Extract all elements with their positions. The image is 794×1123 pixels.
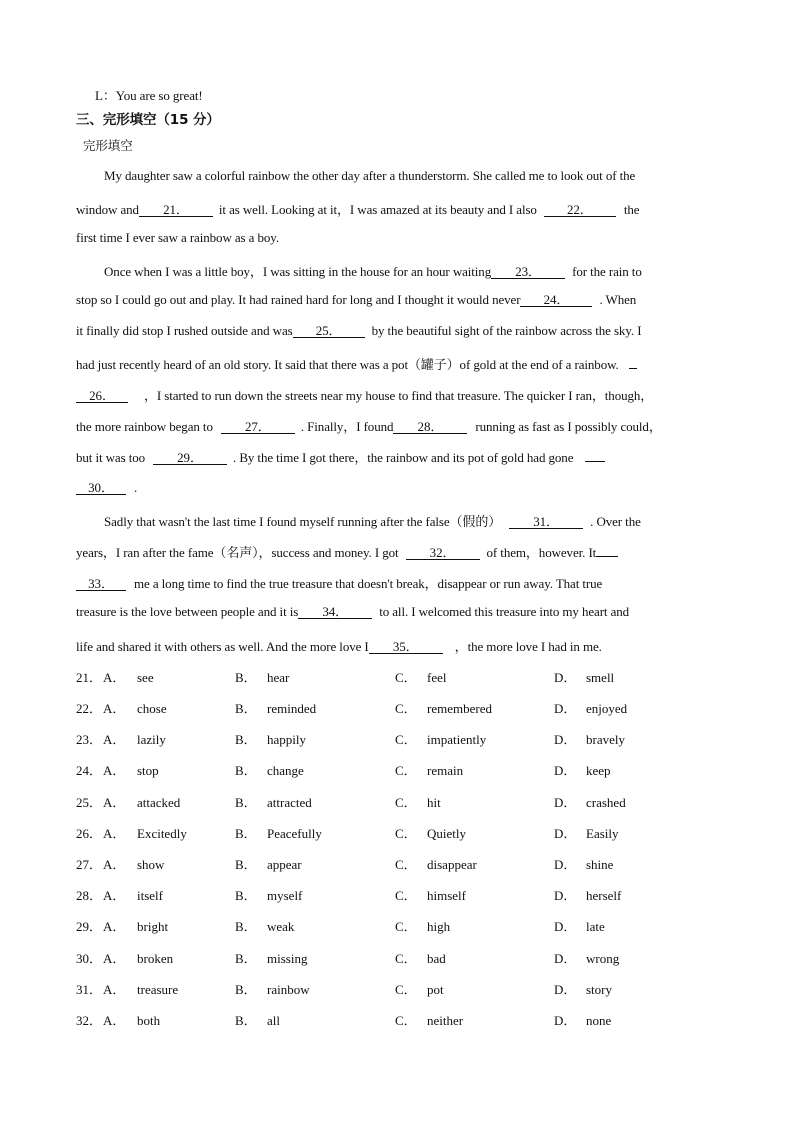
option-b[interactable]	[235, 698, 316, 717]
option-text: disappear	[427, 857, 477, 872]
option-letter: A．	[103, 732, 126, 747]
option-text: impatiently	[427, 732, 487, 747]
option-c[interactable]	[395, 760, 463, 779]
option-a[interactable]	[103, 885, 163, 904]
passage-text: years，I ran after the fame（名声），success and money. I got	[76, 545, 399, 560]
question-row	[76, 979, 736, 997]
blank-29[interactable]: 29．	[153, 451, 227, 465]
option-a[interactable]	[103, 854, 164, 873]
passage-text: ，I started to run down the streets near my house to find that treasure. The quicker I ran，though，	[144, 388, 654, 403]
option-letter: C．	[395, 857, 417, 872]
option-b[interactable]	[235, 885, 302, 904]
option-letter: A．	[103, 701, 126, 716]
option-b[interactable]	[235, 760, 304, 779]
option-c[interactable]	[395, 916, 450, 935]
option-letter: B．	[235, 888, 257, 903]
option-letter: D．	[554, 732, 577, 747]
blank-33[interactable]: 33．	[76, 577, 126, 591]
passage-text: life and shared it with others as well. And the more love I	[76, 639, 369, 654]
passage-text: . When	[599, 292, 637, 307]
passage-line	[104, 168, 635, 184]
option-text: hear	[267, 670, 290, 685]
option-letter: B．	[235, 951, 257, 966]
question-row	[76, 854, 736, 872]
option-c[interactable]	[395, 823, 466, 842]
passage-line	[76, 604, 629, 620]
blank-31[interactable]: 31．	[509, 515, 583, 529]
passage-text: by the beautiful sight of the rainbow across the sky. I	[371, 323, 642, 338]
option-letter: A．	[103, 795, 126, 810]
option-text: appear	[267, 857, 302, 872]
question-row	[76, 885, 736, 903]
blank-24[interactable]: 24．	[520, 293, 592, 307]
option-letter: C．	[395, 732, 417, 747]
option-letter: C．	[395, 951, 417, 966]
option-text: stop	[137, 763, 159, 778]
option-d[interactable]	[554, 916, 605, 935]
option-text: neither	[427, 1013, 464, 1028]
option-text: see	[137, 670, 154, 685]
option-text: shine	[586, 857, 614, 872]
option-b[interactable]	[235, 916, 294, 935]
option-c[interactable]	[395, 698, 492, 717]
option-text: weak	[267, 919, 295, 934]
option-letter: A．	[103, 888, 126, 903]
question-number: 21．	[76, 670, 103, 685]
passage-line	[104, 511, 641, 530]
option-d[interactable]	[554, 885, 621, 904]
option-text: herself	[586, 888, 622, 903]
option-c[interactable]	[395, 667, 446, 686]
blank-22[interactable]: 22．	[544, 203, 616, 217]
option-a[interactable]	[103, 823, 187, 842]
option-text: himself	[427, 888, 466, 903]
option-text: none	[586, 1013, 612, 1028]
option-letter: D．	[554, 701, 577, 716]
question-number: 30．	[76, 951, 103, 966]
option-letter: B．	[235, 732, 257, 747]
option-text: hit	[427, 795, 441, 810]
option-text: late	[586, 919, 605, 934]
passage-line	[76, 230, 279, 246]
option-letter: A．	[103, 670, 126, 685]
passage-line	[76, 292, 636, 308]
option-text: Easily	[586, 826, 619, 841]
option-letter: C．	[395, 1013, 417, 1028]
option-a[interactable]	[103, 667, 154, 686]
passage-text: first time I ever saw a rainbow as a boy.	[76, 230, 279, 245]
question-row	[76, 823, 736, 841]
blank-32[interactable]: 32．	[406, 546, 480, 560]
passage-text: the more rainbow began to	[76, 419, 213, 434]
option-text: itself	[137, 888, 163, 903]
question-number: 28．	[76, 888, 103, 903]
option-text: high	[427, 919, 451, 934]
passage-text: My daughter saw a colorful rainbow the other day after a thunderstorm. She called me to look out of the	[104, 168, 636, 183]
passage-text: of them，however. It	[486, 545, 597, 560]
option-letter: D．	[554, 670, 577, 685]
option-letter: B．	[235, 795, 257, 810]
passage-line	[76, 542, 618, 561]
question-number: 32．	[76, 1013, 103, 1028]
option-letter: C．	[395, 763, 417, 778]
option-text: keep	[586, 763, 611, 778]
option-letter: D．	[554, 919, 577, 934]
option-c[interactable]	[395, 854, 477, 873]
option-text: Excitedly	[137, 826, 187, 841]
option-b[interactable]	[235, 1010, 280, 1029]
option-text: pot	[427, 982, 444, 997]
passage-text: . By the time I got there，the rainbow and its pot of gold had gone	[233, 450, 574, 465]
option-a[interactable]	[103, 979, 178, 998]
option-letter: C．	[395, 826, 417, 841]
option-text: change	[267, 763, 304, 778]
option-text: missing	[267, 951, 308, 966]
option-text: remembered	[427, 701, 492, 716]
option-letter: B．	[235, 919, 257, 934]
option-text: bravely	[586, 732, 625, 747]
option-text: story	[586, 982, 612, 997]
option-d[interactable]	[554, 698, 627, 717]
option-c[interactable]	[395, 1010, 463, 1029]
option-a[interactable]	[103, 1010, 160, 1029]
passage-text: it as well. Looking at it，I was amazed at its beauty and I also	[218, 202, 537, 217]
passage-text: running as fast as I possibly could，	[475, 419, 662, 434]
option-letter: C．	[395, 795, 417, 810]
passage-text: for the rain to	[572, 264, 642, 279]
option-letter: A．	[103, 826, 126, 841]
blank-27[interactable]: 27．	[221, 420, 295, 434]
option-a[interactable]	[103, 698, 167, 717]
option-letter: C．	[395, 982, 417, 997]
blank-34[interactable]: 34．	[298, 605, 372, 619]
option-letter: D．	[554, 826, 577, 841]
passage-line	[76, 416, 662, 435]
option-letter: B．	[235, 857, 257, 872]
blank-28[interactable]: 28．	[393, 420, 467, 434]
option-d[interactable]	[554, 667, 614, 686]
option-letter: B．	[235, 1013, 257, 1028]
blank-30[interactable]: 30．	[76, 481, 126, 495]
passage-line	[76, 480, 137, 496]
option-letter: B．	[235, 763, 257, 778]
blank-21[interactable]: 21．	[139, 203, 213, 217]
question-number: 26．	[76, 826, 103, 841]
blank-35[interactable]: 35．	[369, 640, 443, 654]
blank-30-start	[585, 461, 605, 462]
option-letter: B．	[235, 982, 257, 997]
option-b[interactable]	[235, 979, 310, 998]
question-number: 25．	[76, 795, 103, 810]
blank-25[interactable]: 25．	[293, 324, 365, 338]
option-text: myself	[267, 888, 303, 903]
option-letter: D．	[554, 763, 577, 778]
question-number: 27．	[76, 857, 103, 872]
option-text: feel	[427, 670, 447, 685]
option-letter: D．	[554, 951, 577, 966]
option-a[interactable]	[103, 792, 180, 811]
option-text: rainbow	[267, 982, 310, 997]
option-letter: C．	[395, 670, 417, 685]
passage-text: treasure is the love between people and it is	[76, 604, 299, 619]
question-row	[76, 792, 736, 810]
option-b[interactable]	[235, 948, 307, 967]
option-text: reminded	[267, 701, 317, 716]
passage-line	[76, 385, 653, 404]
option-letter: A．	[103, 951, 126, 966]
option-c[interactable]	[395, 885, 466, 904]
passage-text: window and	[76, 202, 139, 217]
passage-text: .	[134, 480, 138, 495]
option-text: smell	[586, 670, 615, 685]
option-letter: D．	[554, 888, 577, 903]
option-d[interactable]	[554, 729, 625, 748]
question-row	[76, 667, 736, 685]
passage-text: had just recently heard of an old story. It said that there was a pot（罐子）of gold at the end of a rainbow.	[76, 357, 619, 372]
option-text: wrong	[586, 951, 620, 966]
section-title: 三、完形填空（15 分）	[76, 112, 220, 128]
section-subtitle: 完形填空	[83, 138, 133, 153]
option-text: bright	[137, 919, 169, 934]
passage-line	[76, 199, 639, 218]
option-letter: A．	[103, 1013, 126, 1028]
option-text: happily	[267, 732, 306, 747]
option-d[interactable]	[554, 1010, 611, 1029]
option-text: attacked	[137, 795, 181, 810]
question-number: 23．	[76, 732, 103, 747]
blank-33-start	[596, 556, 618, 557]
option-d[interactable]	[554, 979, 612, 998]
passage-text: . Finally，I found	[300, 419, 394, 434]
option-letter: A．	[103, 763, 126, 778]
passage-text: ，the more love I had in me.	[454, 639, 602, 654]
option-a[interactable]	[103, 916, 168, 935]
option-b[interactable]	[235, 823, 322, 842]
passage-text: Sadly that wasn't the last time I found myself running after the false（假的）	[104, 514, 502, 529]
option-text: bad	[427, 951, 446, 966]
option-letter: C．	[395, 919, 417, 934]
passage-line	[76, 323, 641, 339]
option-letter: B．	[235, 826, 257, 841]
question-number: 31．	[76, 982, 103, 997]
option-c[interactable]	[395, 729, 486, 748]
option-text: lazily	[137, 732, 166, 747]
option-text: attracted	[267, 795, 312, 810]
option-letter: A．	[103, 982, 126, 997]
option-a[interactable]	[103, 729, 166, 748]
option-text: all	[267, 1013, 280, 1028]
option-text: enjoyed	[586, 701, 628, 716]
option-letter: D．	[554, 795, 577, 810]
passage-text: to all. I welcomed this treasure into my heart and	[379, 604, 630, 619]
passage-line	[76, 447, 605, 466]
question-row	[76, 1010, 736, 1028]
blank-26[interactable]: 26．	[76, 389, 128, 403]
question-row	[76, 760, 736, 778]
passage-text: me a long time to find the true treasure that doesn't break，disappear or run away. That true	[134, 576, 603, 591]
option-d[interactable]	[554, 854, 613, 873]
option-text: Quietly	[427, 826, 466, 841]
option-letter: C．	[395, 888, 417, 903]
passage-text: the	[623, 202, 640, 217]
option-text: chose	[137, 701, 167, 716]
passage-line	[104, 261, 642, 280]
passage-text: it finally did stop I rushed outside and was	[76, 323, 293, 338]
option-letter: B．	[235, 701, 257, 716]
question-number: 24．	[76, 763, 103, 778]
option-text: treasure	[137, 982, 179, 997]
passage-text: stop so I could go out and play. It had rained hard for long and I thought it would never	[76, 292, 521, 307]
option-d[interactable]	[554, 760, 611, 779]
option-d[interactable]	[554, 823, 619, 842]
option-letter: D．	[554, 1013, 577, 1028]
option-text: both	[137, 1013, 161, 1028]
dialogue-line: L：You are so great!	[95, 88, 203, 103]
option-text: remain	[427, 763, 464, 778]
question-row	[76, 698, 736, 716]
option-c[interactable]	[395, 948, 446, 967]
option-d[interactable]	[554, 792, 626, 811]
option-b[interactable]	[235, 854, 302, 873]
passage-line	[76, 636, 602, 655]
option-b[interactable]	[235, 792, 312, 811]
passage-line	[76, 354, 637, 373]
option-letter: A．	[103, 919, 126, 934]
option-a[interactable]	[103, 948, 173, 967]
option-a[interactable]	[103, 760, 159, 779]
option-letter: D．	[554, 857, 577, 872]
passage-text: . Over the	[590, 514, 641, 529]
question-row	[76, 916, 736, 934]
option-b[interactable]	[235, 729, 306, 748]
question-row	[76, 729, 736, 747]
passage-text: but it was too	[76, 450, 146, 465]
passage-text: Once when I was a little boy，I was sitting in the house for an hour waiting	[104, 264, 492, 279]
option-text: Peacefully	[267, 826, 322, 841]
option-d[interactable]	[554, 948, 619, 967]
option-text: show	[137, 857, 165, 872]
option-b[interactable]	[235, 667, 289, 686]
option-letter: A．	[103, 857, 126, 872]
option-text: broken	[137, 951, 174, 966]
option-letter: D．	[554, 982, 577, 997]
blank-23[interactable]: 23．	[491, 265, 565, 279]
question-row	[76, 948, 736, 966]
passage-line	[76, 573, 602, 592]
blank-26-start	[629, 368, 637, 369]
option-text: crashed	[586, 795, 626, 810]
option-c[interactable]	[395, 979, 444, 998]
option-c[interactable]	[395, 792, 441, 811]
question-number: 29．	[76, 919, 103, 934]
option-letter: B．	[235, 670, 257, 685]
option-letter: C．	[395, 701, 417, 716]
question-number: 22．	[76, 701, 103, 716]
